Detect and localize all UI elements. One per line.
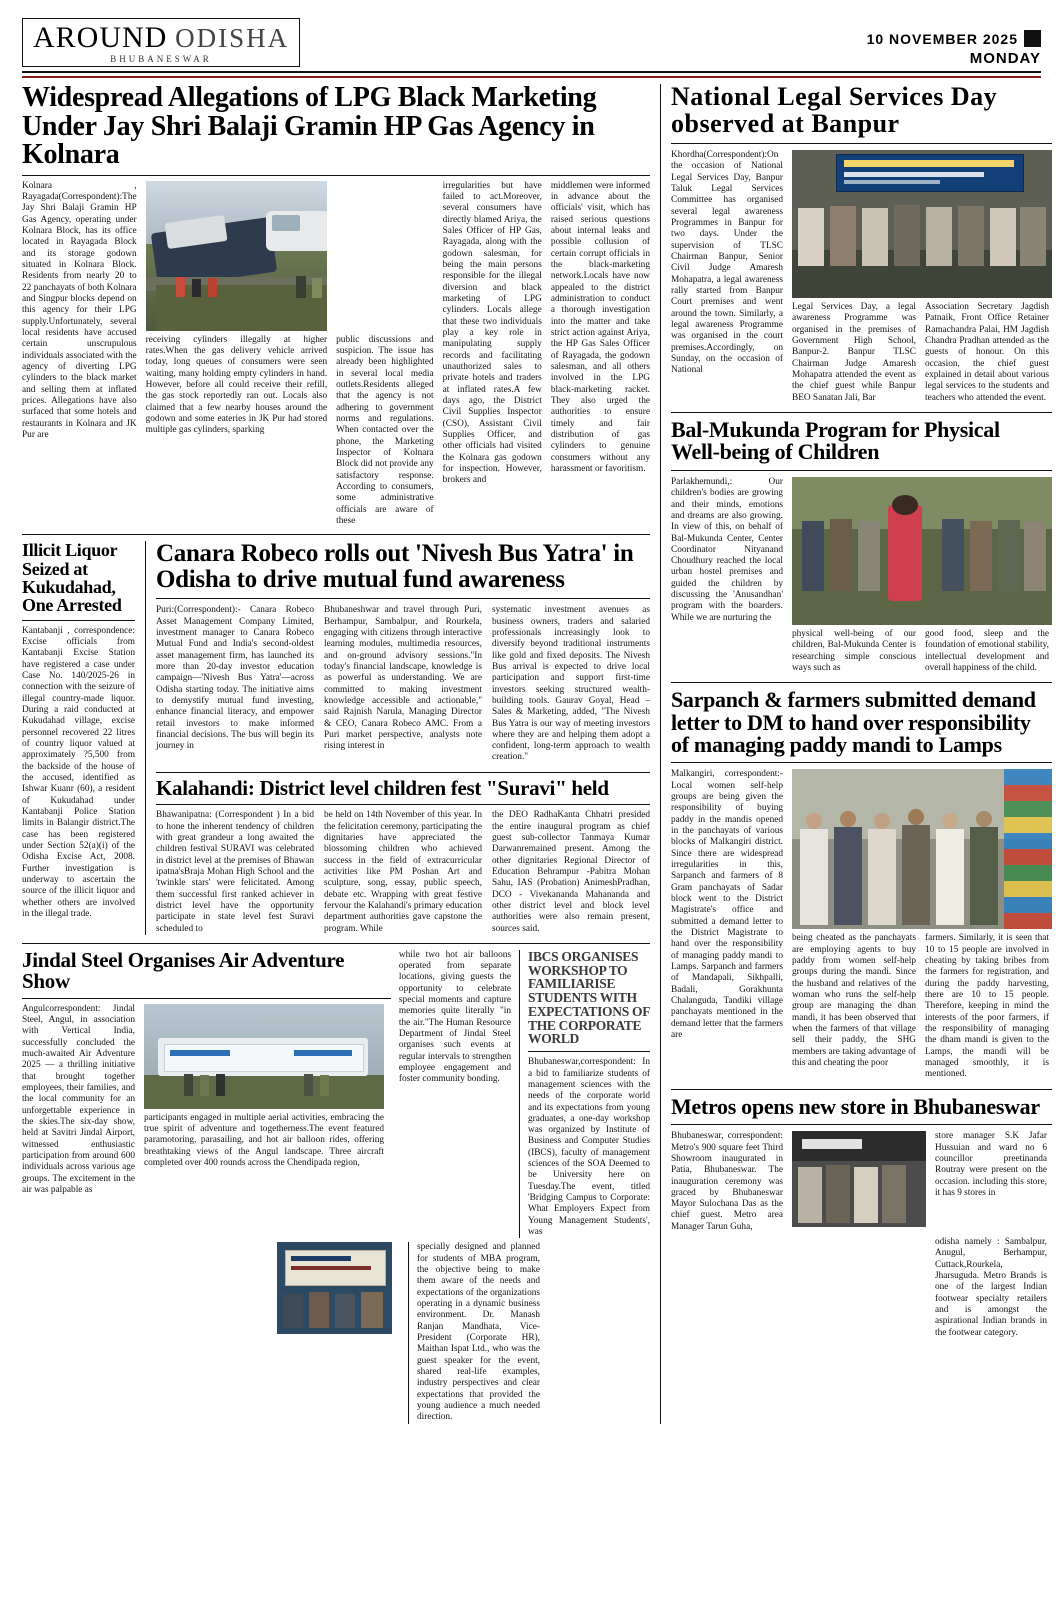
article-ibcs-col1: Bhubaneswar,correspondent: In a bid to familiarize students of management sciences with the needs of the corporate world and its expectations from young graduates, a one-day workshop was organized by Institute of Business and Computer Studies (IBCS), faculty of management sciences of the SOA Deemed to be University here on Tuesday.The event, titled 'Bridging Campus to Corporate: What Employers Expect from Young Management Students', was [528, 1057, 650, 1238]
article-jindal-col2: participants engaged in multiple aerial activities, embracing the true spirit of adventure and togetherness.The event featured paramotoring, parasailing, and hot air balloon rides, offering breathtaking views of the Angul landscape. Three aircraft completed over 400 rounds across the Chendipada region, [144, 1112, 384, 1168]
article-balmukunda-col2: physical well-being of our children, Bal-Mukunda Center is researching simple conscious ways such as [792, 628, 916, 673]
article-canara-col2: Bhubaneshwar and travel through Puri, Berhampur, Sambalpur, and Rourkela, engaging with citizens through interactive learning modules, multimedia resources, and on-ground advisory sessions."In today's financial landscape, knowledge is as powerful as understanding. We are committed to making investment knowledge accessible and actionable," said Rajnish Narula, Managing Director & CEO, Canara Robeco AMC. From a Puri market perspective, analysts note rising interest in [324, 605, 482, 752]
metro-store-photo [792, 1131, 926, 1227]
article-balmukunda [671, 416, 1052, 674]
article-legal-headline: National Legal Services Day observed at Banpur [671, 82, 998, 138]
article-metros-headline: Metros opens new store in Bhubaneswar [671, 1093, 1040, 1119]
article-sarpanch-col1: Malkangiri, correspondent:- Local women self-help groups are being given the responsibility of buying paddy in the mandis opened in the panchayats of various blocks of Malkangiri district. Since there are widespread irregularities in this, Sarpanch and farmers of 8 Gram panchayats of Sadar block went to the District Magistrate's office and submitted a demand letter to the District Magistrate to hand over the responsibility of managing paddy mandi to Lamps. Sarpanch and farmers of Mandapali, Sikhpalli, Badali, Gorakhunta Chalanguda, Tandiki village panchayats mentioned in the demand letter that the farmers are [671, 769, 783, 1041]
article-balmukunda-col1: Parlakhemundi,: Our children's bodies are growing and their minds, emotions and dreams are also growing. In view of this, on behalf of Bal-Mukunda Center, Center Coordinator Nityanand Choudhury reached the local urban hostel premises and guided the children by discussing the 'Anusandhan' program with the boarders. While we are nurturing the [671, 476, 783, 623]
article-sarpanch-col3: farmers. Similarly, it is seen that 10 to 15 people are involved in cheating by taking bribes from the farmers for registration, and during the paddy harvesting, there are 10 to 15 people. Therefore, keeping in mind the interests of the poor farmers, if the responsibility of managing the dham mandi is given to the Lamps, the mandi will be managed smoothly, it is mentioned. [925, 933, 1049, 1080]
article-lpg-col4: irregularities but have failed to act.Moreover, several consumers have directly blamed Ariya, the Sales Officer of HP Gas, Rayagada, along with the godown salesman, for being the main persons responsible for the illegal diversion and black marketing of LPG cylinders. Locals allege that these two individuals play a key role in manipulating supply records and facilitating unauthorized sales to private hotels and traders at inflated rates.A few days ago, the District Civil Supplies Inspector (CSO), Assistant Civil Supplies Officer, and other officials had visited the Kolnara gas godown for inspection. However, brokers and [442, 180, 542, 486]
article-canara-headline: Canara Robeco rolls out 'Nivesh Bus Yatra' in Odisha to drive mutual fund awareness [156, 540, 634, 593]
article-suravi-col3: the DEO RadhaKanta Chhatri presided the entire inaugural program as chief guest sub-collector Tanmaya Kumar Darwanremained present. Among the other dignitaries Regional Director of Education Behrampur -Pabitra Mohan Sahu, IAS (Probation) AnimeshPradhan, DCO - Vivekananda Mahananda and other district level and block level authorities were also remain present, sources said. [492, 810, 650, 934]
masthead-rule [22, 76, 1041, 78]
workshop-photo [277, 1242, 392, 1334]
date-block [867, 30, 1041, 67]
logo-city-text: BHUBANESWAR [110, 54, 212, 64]
article-metros [671, 1093, 1052, 1339]
article-ibcs-headline: IBCS ORGANISES WORKSHOP TO FAMILIARISE STUDENTS WITH EXPECTATIONS OF THE CORPORATE WORLD [528, 948, 650, 1047]
masthead [22, 18, 1041, 73]
article-suravi-headline: Kalahandi: District level children fest "Suravi" held [156, 775, 609, 800]
issue-date: 10 NOVEMBER 2025 [866, 30, 1018, 47]
article-ibcs-col2: specially designed and planned for students of MBA program, the objective being to make them aware of the needs and expectations of the organizations operating in a dynamic business environment. Dr. Manash Ranjan Mandhata, Vice-President (Corporate HR), Maithan Ispat Ltd., who was the guest speaker for the event, shared real-life examples, industry perspectives and clear expectations that provided the young audience a much needed direction. [408, 1242, 540, 1423]
article-sarpanch [671, 689, 1052, 1081]
logo-secondary-text: ODISHA [175, 23, 290, 53]
article-jindal-col1: Angulcorrespondent: Jindal Steel, Angul, in association with Vertical India, successfully concluded the much-awaited Air Adventure 2025 — a thrilling initiative that brought together employees, their families, and the local community for an unforgettable experience in the skies.The six-day show, held at Savitri Jindal Airport, witnessed enthusiastic participation from around 600 individuals across various age groups. The excitement in the air was palpable as [22, 1003, 135, 1195]
article-lpg [22, 84, 650, 527]
article-jindal-headline: Jindal Steel Organises Air Adventure Show [22, 947, 345, 994]
article-balmukunda-headline: Bal-Mukunda Program for Physical Well-being of Children [671, 416, 1000, 465]
article-suravi-col2: be held on 14th November of this year. In the felicitation ceremony, participating the dignitaries have appreciated the blossoming children who achieved success in the field of extracurricular activities like PM Poshan Art and sculpture, song, essay, public speech, debate etc. Wrapping with great festive fervour the Kalahandi's primary education department authorities gave capstone the program. While [324, 810, 482, 934]
lpg-truck-photo [146, 181, 328, 331]
logo-main-text: AROUND [33, 21, 168, 54]
article-lpg-col2: receiving cylinders illegally at higher rates.When the gas delivery vehicle arrived today, long queues of consumers were seen waiting, many holding empty cylinders in hand. However, before all could receive their refill, the gas stock reportedly ran out. Locals also claimed that a few nearby houses around the godown and some eateries in JK Pur had stored multiple gas cylinders, sparking [145, 334, 328, 436]
article-jindal-col3: while two hot air balloons operated from separate locations, giving guests the opportunity to celebrate special moments and capture memories quite literally "in the air."The Human Resource Department of Jindal Steel organises such events at regular intervals to strengthen employee engagement and foster community bonding. [398, 949, 511, 1085]
legal-services-day-photo [792, 150, 1052, 298]
article-suravi [156, 775, 650, 935]
article-metros-col1: Bhubaneswar, correspondent: Metro's 900 square feet Third Showroom inaugurated in Patia, Bhubaneswar. The inauguration ceremony was graced by Bhubaneswar Mayor Sulochana Das as the chief guest. Metro area Manager Tarun Guha, [671, 1131, 783, 1232]
article-legal-col2: Legal Services Day, a legal awareness Programme was organised in the premises of Government High School, Banpur-2. Banpur TLSC Chairman Judge Amaresh Mohapatra attended the event as the chief guest while Banpur BEO Sanatan Jali, Bar [792, 302, 916, 403]
article-metros-col3: odisha namely : Sambalpur, Anugul, Berhampur, Cuttack,Rourkela, Jharsuguda. Metro Brands is one of the largest Indian footwear specialty retailers and is amongst the aspirational Indian brands in the footwear category. [935, 1237, 1047, 1338]
square-mark-icon [1024, 30, 1041, 47]
article-sarpanch-col2: being cheated as the panchayats are employing agents to buy paddy from women self-help groups during the mandi. Since the husband and relatives of the woman who runs the self-help group are managing the dhan mandi, it has been observed that when the farmers of that village sell their paddy, the SHG members are taking advantage of this and cheating the poor [792, 933, 916, 1069]
article-sarpanch-headline: Sarpanch & farmers submitted demand letter to DM to hand over responsibility of managing paddy mandi to Lamps [671, 687, 1036, 758]
article-liquor-headline: Illicit Liquor Seized at Kukudahad, One Arrested [22, 540, 122, 616]
article-lpg-col1: Kolnara , Rayagada(Correspondent):The Jay Shri Balaji Gramin HP Gas Agency, operating under Kolnara Block, has its office located in Rayagada Block and its storage godown situated in Kolnara Block. Residents from nearly 20 to 22 panchayats of both Kolnara and Singpur blocks depend on this agency for their LPG supply.Unfortunately, several local residents have accused certain unscrupulous individuals associated with the agency of diverting LPG cylinders to the black market and selling them at inflated prices. Allegations have also surfaced that some hotels and restaurants in Kolnara and JK Pur are [22, 180, 137, 440]
issue-weekday: MONDAY [969, 49, 1041, 67]
article-suravi-col1: Bhawanipatna: (Correspondent ) In a bid to hone the inherent tendency of children with great grandeur a long awaited the children festival SURAVI was celebrated in district level at the premises of Bhawan ipatna'sBraja Mohan High School and the 'twinkle stars' were felicitated. Among them successful first ranked achiever in district level have the opportunity participate in state level fest Suravi scheduled to [156, 810, 314, 934]
article-liquor-body: Kantabanji , correspondence: Excise officials from Kantabanji Excise Station have registered a case under Case No. 140/2025-26 in connection with the seizure of illegal country-made liquor. During a raid conducted at Kukudahad village, excise personnel recovered 22 litres of country liquor valued at approximately ?5,500 from the backside of the house of the accused, identified as Ishwar Kuanr (60), a resident of Kukudahad under Kantabanji Police Station limits in Balangir district.The case has been registered under Section 52(a)(i) of the Odisha Excise Act, 2008. Further investigation is underway to ascertain the source of the illicit liquor and whether others are involved in the illegal trade. [22, 625, 135, 919]
article-lpg-col3: public discussions and suspicion. The issue has already been highlighted in several local media outlets.Residents alleged that the agency is not adhering to government norms and regulations. When contacted over the phone, the Marketing Inspector of Kolnara Block did not provide any satisfactory response. According to consumers, some administrative officials are aware of these [336, 334, 434, 526]
article-balmukunda-col3: good food, sleep and the foundation of emotional stability, intellectual development and overall happiness of the child. [925, 628, 1049, 673]
children-program-photo [792, 477, 1052, 625]
farmers-group-photo [792, 769, 1052, 929]
article-lpg-headline: Widespread Allegations of LPG Black Marketing Under Jay Shri Balaji Gramin HP Gas Agency in Kolnara [22, 82, 597, 171]
article-legal-col3: Association Secretary Jagdish Patnaik, Front Office Retainer Ramachandra Palai, HM Jagdish Chandra Pradhan attended as the guests of honour. On this occasion, the chief guest explained in detail about various legal services to the students and teachers who attended the event. [925, 302, 1049, 403]
article-canara-col3: systematic investment avenues as business owners, traders and salaried professionals increasingly look to diversify beyond traditional instruments like gold and fixed deposits. The Nivesh Bus arrival is expected to drive local participation and support first-time investors seeking structured wealth-building tools. Gaurav Goyal, Head – Sales & Marketing, added, "The Nivesh Bus Yatra is our way of meeting investors where they are and helping them adopt a confident, long-term approach to wealth creation." [492, 605, 650, 763]
article-illicit-liquor [22, 541, 135, 935]
article-canara-col1: Puri:(Correspondent):- Canara Robeco Asset Management Company Limited, investment manager to Canara Robeco Mutual Fund and India's second-oldest asset management firm, has launched its more than 20-day investor education campaign—'Nivesh Bus Yatra'—across Odisha starting today. The initiative aims to demystify mutual fund investing, enhance financial literacy, and empower retail investors to make informed financial decisions. The bus will begin its journey in [156, 605, 314, 752]
article-ibcs [519, 950, 650, 1239]
article-legal-col1: Khordha(Correspondent):On the occasion of National Legal Services Day, Banpur Taluk Legal Services Committee has organised several legal awareness Programmes in Banpur for two days. Under the supervision of TLSC Chairman Banpur, Senior Civil Judge Amaresh Mohapatra, a legal awareness rally started from Banpur Court premises and went around the town. Similarly, a legal awareness Programme was organised in the court premises.Accordingly, on Sunday, on the occasion of National [671, 150, 783, 376]
publication-logo [22, 18, 300, 67]
article-metros-col2: store manager S.K Jafar Hussuian and ward no 6 councillor preetinanda Routray were present on the occasion. including this store, it has 9 stores in [935, 1131, 1047, 1198]
air-adventure-photo [144, 1004, 384, 1109]
article-canara [145, 541, 650, 935]
article-jindal [22, 947, 391, 1239]
article-lpg-col5: middlemen were informed in advance about the officials' visit, which has raised serious questions about internal leaks and possible collusion of certain corrupt officials in the black-marketing network.Locals have now appealed to the district administration to conduct a thorough investigation into the matter and take strict action against Ariya, the HP Gas Sales Officer of Rayagada, the godown salesman, and all others involved in the LPG black-marketing racket. They also urged the authorities to ensure timely and fair distribution of gas cylinders to genuine consumers without any harassment or favoritism. [550, 180, 650, 474]
article-legal [671, 84, 1052, 404]
